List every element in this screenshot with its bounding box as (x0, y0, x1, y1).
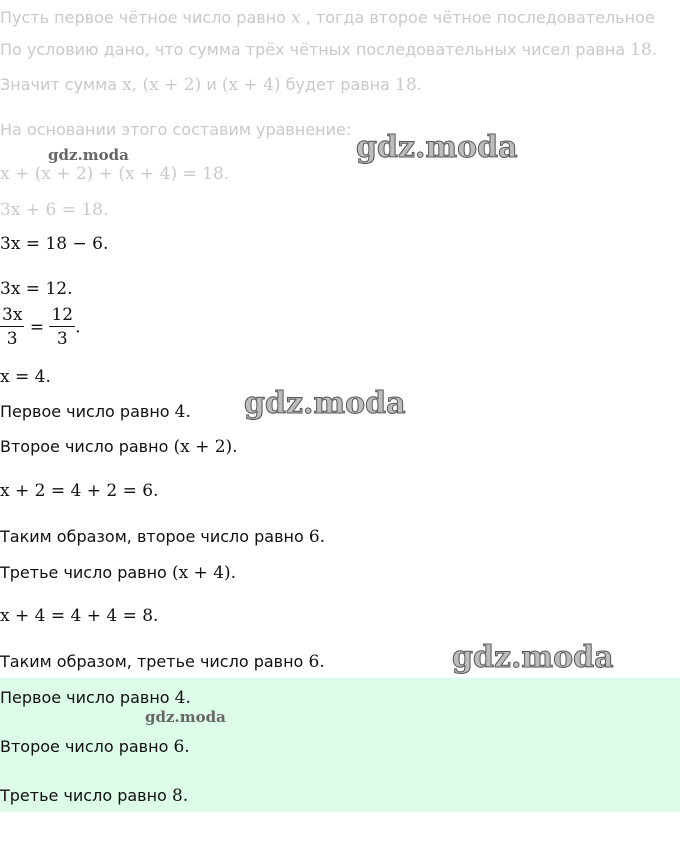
step-first-number-value: 4. (174, 402, 191, 422)
equation-1: x + (x + 2) + (x + 4) = 18. (0, 164, 230, 184)
watermark-large-1: gdz.moda (356, 130, 518, 165)
intro-line-1-text: Пусть первое чётное число равно (0, 8, 286, 27)
intro-line-3-d: (x + 4) (221, 75, 281, 95)
answer-second-value: 6. (173, 737, 190, 757)
step-third-number-value: (x + 4). (171, 563, 237, 583)
fraction-right-numerator: 12 (51, 305, 74, 325)
intro-line-2 (0, 40, 657, 60)
answer-third (0, 786, 188, 806)
step-second-result-value: 6. (308, 527, 326, 547)
equation-2: 3x + 6 = 18. (0, 200, 109, 220)
equation-6: x = 4. (0, 367, 51, 387)
equation-4: 3x = 12. (0, 279, 73, 299)
step-second-number-text: Второе число равно (0, 437, 169, 456)
answer-first-value: 4. (174, 688, 191, 708)
intro-line-3 (0, 75, 422, 95)
step-third-number (0, 563, 236, 583)
fraction-dot: . (75, 317, 81, 338)
step-second-result-text: Таким образом, второе число равно (0, 527, 304, 546)
step-first-number (0, 402, 191, 422)
fraction-left-denominator: 3 (6, 329, 18, 349)
fraction-right (49, 304, 75, 351)
answer-first-text: Первое число равно (0, 688, 170, 707)
intro-line-1 (0, 8, 655, 28)
fraction-left (0, 304, 24, 351)
intro-line-3-e: будет равна (285, 75, 390, 94)
step-second-number (0, 437, 238, 457)
watermark-large-2: gdz.moda (244, 386, 406, 421)
watermark-large-3: gdz.moda (452, 640, 614, 675)
watermark-small-2: gdz.moda (145, 708, 226, 726)
fraction-right-denominator: 3 (56, 329, 68, 349)
equation-3: 3x = 18 − 6. (0, 234, 109, 254)
intro-line-3-a: Значит сумма (0, 75, 117, 94)
fraction-equals: = (29, 317, 45, 338)
step-third-result (0, 652, 325, 672)
intro-line-1-tail: , тогда второе чётное последовательное (305, 8, 655, 27)
watermark-small-1: gdz.moda (48, 146, 129, 164)
intro-line-3-f: 18. (395, 75, 423, 95)
intro-line-3-b: x, (x + 2) (122, 75, 202, 95)
answer-second-text: Второе число равно (0, 737, 169, 756)
step-second-result (0, 527, 325, 547)
intro-line-2-text: По условию дано, что сумма трёх чётных последовательных чисел равна (0, 40, 626, 59)
step-third-calc: x + 4 = 4 + 4 = 8. (0, 606, 159, 626)
equation-5 (0, 304, 81, 351)
intro-line-3-c: и (206, 75, 217, 94)
fraction-left-numerator: 3x (2, 305, 23, 325)
answer-third-value: 8. (171, 786, 189, 806)
step-second-number-value: (x + 2). (173, 437, 238, 457)
step-third-result-value: 6. (308, 652, 325, 672)
answer-second (0, 737, 190, 757)
answer-third-text: Третье число равно (0, 786, 167, 805)
step-first-number-text: Первое число равно (0, 402, 170, 421)
step-second-calc: x + 2 = 4 + 2 = 6. (0, 481, 159, 501)
step-third-result-text: Таким образом, третье число равно (0, 652, 304, 671)
intro-line-4: На основании этого составим уравнение: (0, 120, 352, 139)
intro-line-2-number: 18. (630, 40, 658, 60)
intro-var-x: x (291, 8, 301, 28)
answer-first (0, 688, 191, 708)
step-third-number-text: Третье число равно (0, 563, 167, 582)
